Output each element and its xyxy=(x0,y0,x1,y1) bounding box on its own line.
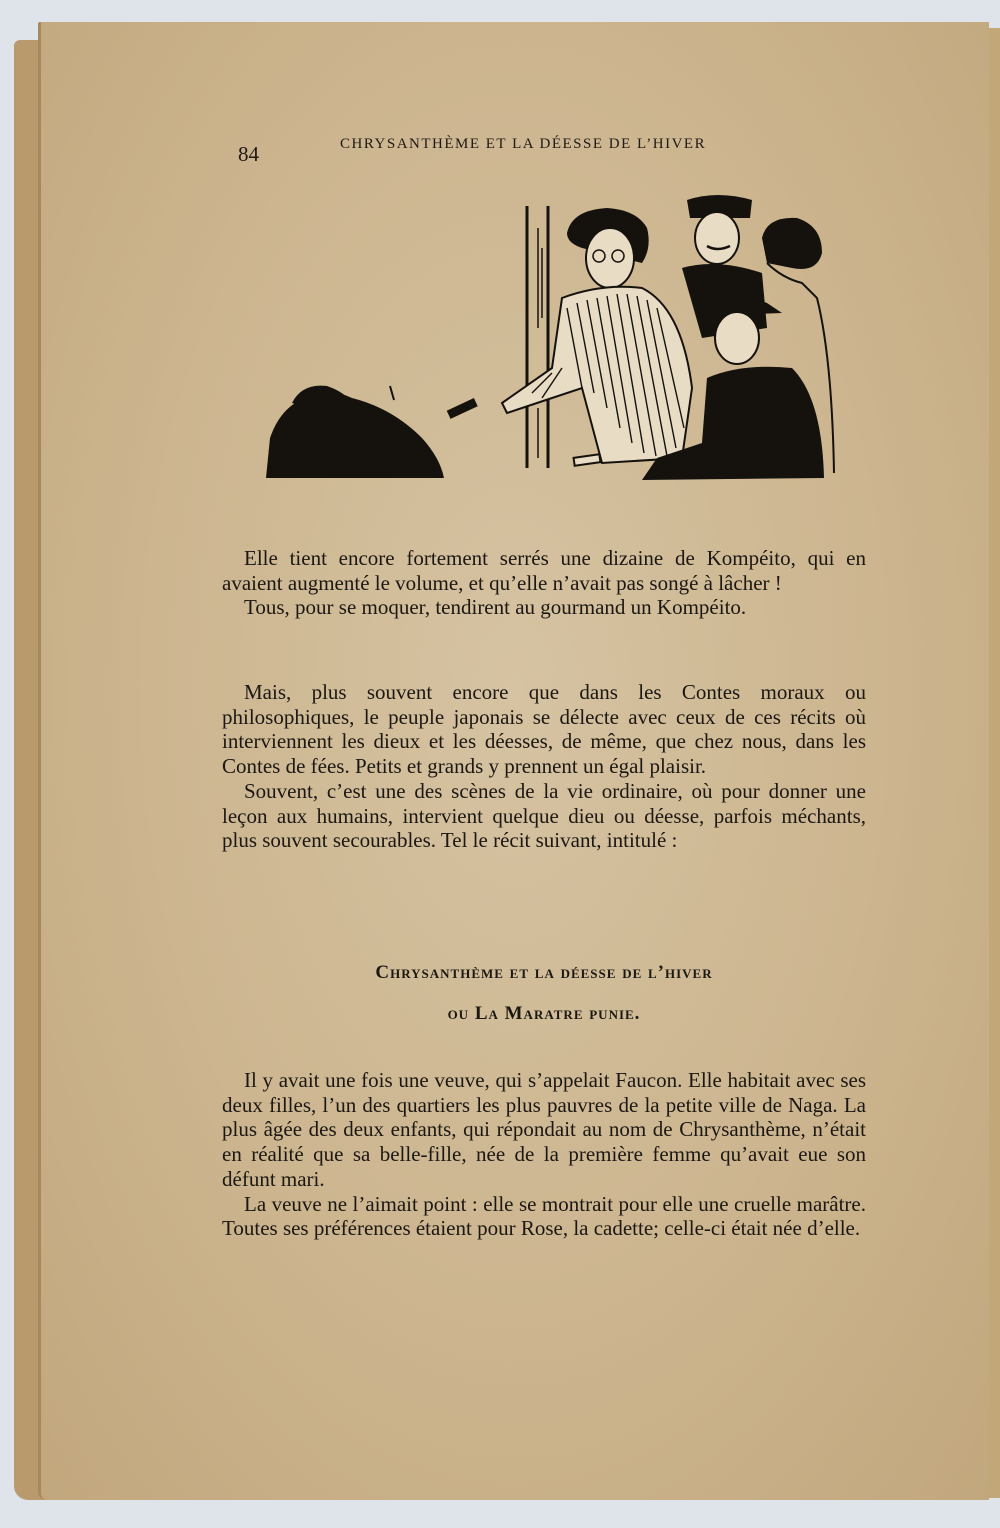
paragraph: Tous, pour se moquer, tendirent au gourmand un Kompéito. xyxy=(244,595,747,620)
section-3-text xyxy=(222,1068,866,1241)
paragraph: Souvent, c’est une des scènes de la vie ordinaire, où pour donner une leçon aux humains, intervient quelque dieu ou déesse, parfois méchants, plus souvent secourables. Tel le récit suivant, intitulé : xyxy=(222,778,866,853)
woodcut-illustration xyxy=(262,188,842,488)
story-title: Chrysanthème et la déesse de l’hiver xyxy=(375,962,713,983)
page-number: 84 xyxy=(238,142,259,166)
rear-figure-hair xyxy=(762,218,822,269)
paragraph: La veuve ne l’aimait point : elle se montrait pour elle une cruelle marâtre. Toutes ses préférences étaient pour Rose, la cadette; celle-ci était née d’elle. xyxy=(222,1191,866,1241)
paragraph: Il y avait une fois une veuve, qui s’appelait Faucon. Elle habitait avec ses deux filles, l’un des quartiers les plus pauvres de la petite ville de Naga. La plus âgée des deux enfants, qui répondait au nom de Chrysanthème, n’était en réalité que sa belle-fille, née de la première femme qu’avait eue son défunt mari. xyxy=(222,1068,866,1191)
kompeito-in-hand xyxy=(447,398,478,419)
crouching-figure xyxy=(266,392,444,478)
paragraph: Mais, plus souvent encore que dans les Contes moraux ou philosophiques, le peuple japonais se délecte avec ceux de ces récits où interviennent les dieux et les déesses, de même, que chez nous, dans les Contes de fées. Petits et grands y prennent un égal plaisir. xyxy=(222,680,866,779)
paragraph: Elle tient encore fortement serrés une dizaine de Kompéito, qui en avaient augmenté le volume, et qu’elle n’avait pas songé à lâcher ! xyxy=(222,546,866,595)
section-1-text xyxy=(222,546,866,620)
story-subtitle: ou La Maratre punie. xyxy=(447,1003,641,1024)
running-title: CHRYSANTHÈME ET LA DÉESSE DE L’HIVER xyxy=(340,136,707,152)
running-header xyxy=(238,134,798,164)
section-2-text xyxy=(222,680,866,853)
